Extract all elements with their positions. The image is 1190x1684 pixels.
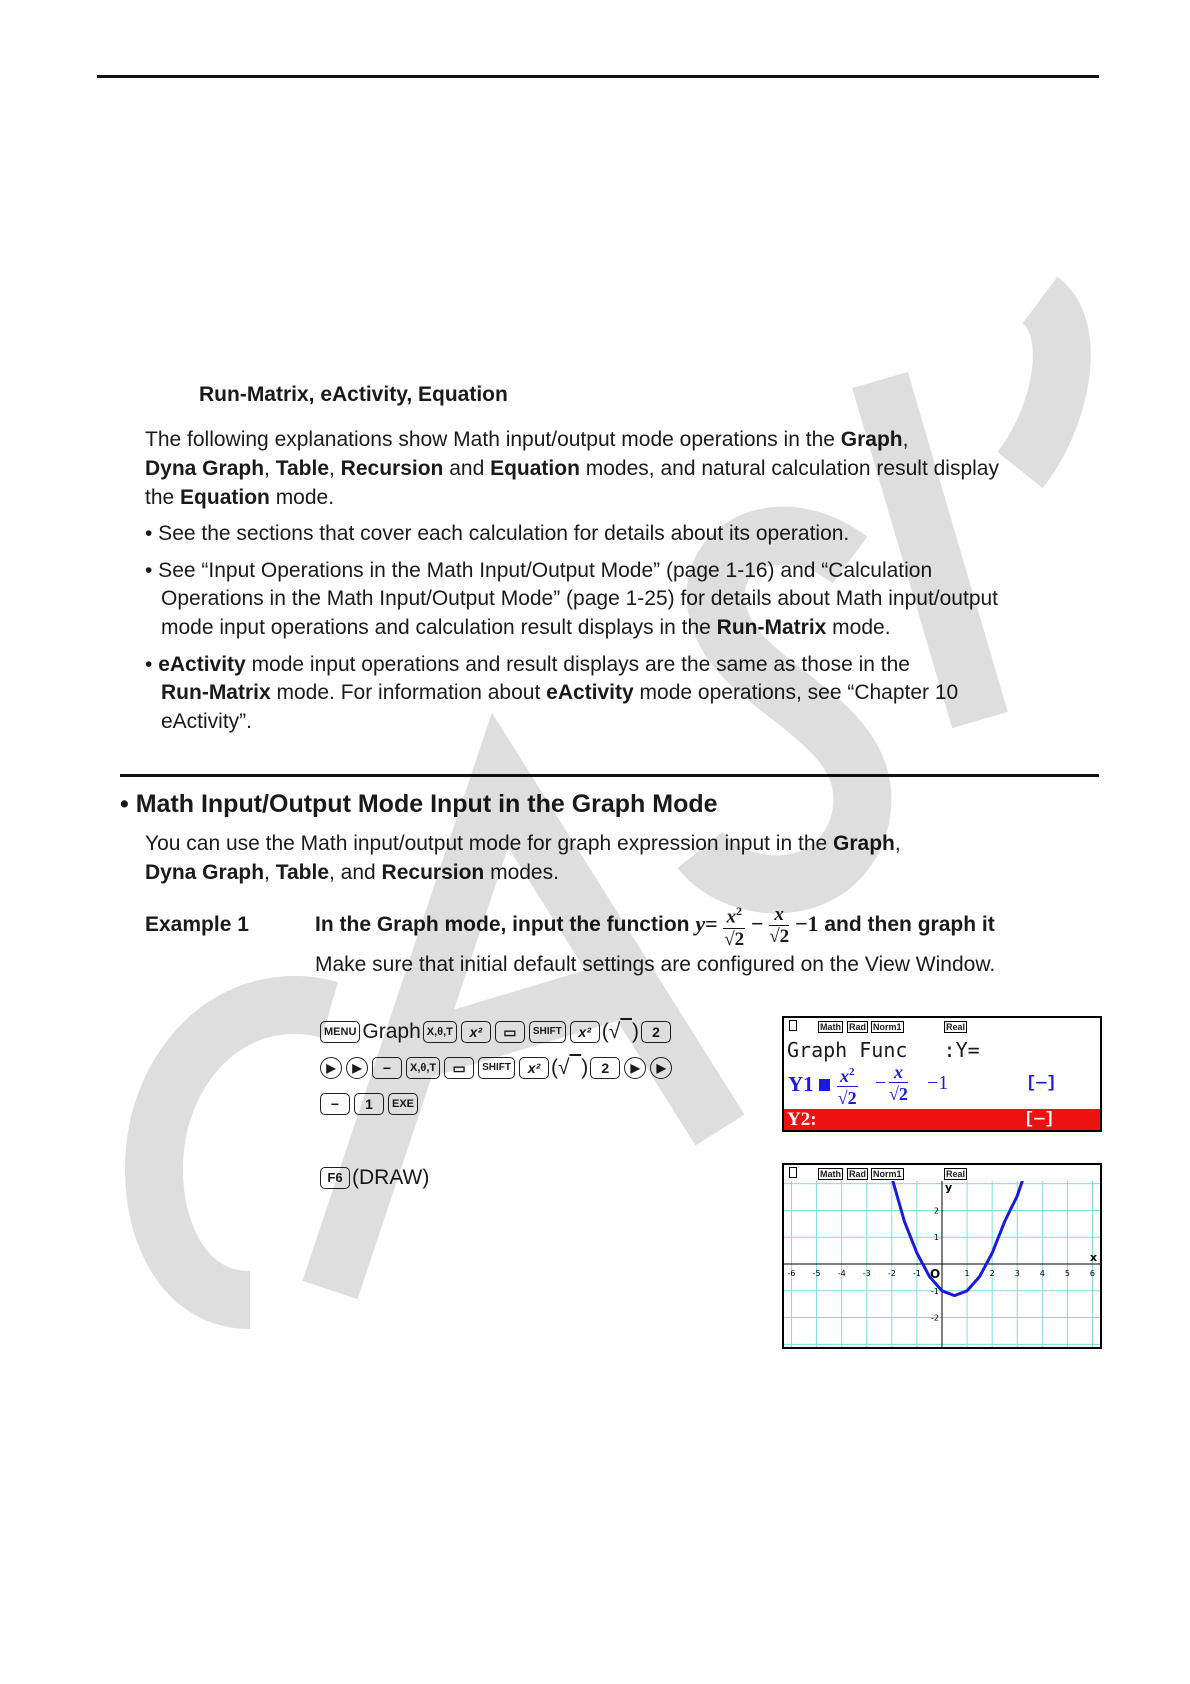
x-axis-label: x — [1090, 1251, 1098, 1264]
x-tick-label: 3 — [1014, 1269, 1020, 1278]
battery-icon — [789, 1020, 797, 1031]
x-tick-label: 1 — [964, 1269, 970, 1278]
y2-line-style: [—] — [1024, 1110, 1055, 1129]
bullet-3-line-1: • eActivity mode input operations and result displays are the same as those in the — [145, 653, 910, 676]
shift-key: SHIFT — [478, 1057, 515, 1079]
bullet-1: • See the sections that cover each calculation for details about its operation. — [145, 522, 850, 545]
x-tick-label: -2 — [887, 1269, 896, 1278]
one-key: 1 — [354, 1093, 384, 1115]
minus-key: − — [320, 1093, 350, 1115]
graph-plot — [784, 1181, 1100, 1347]
x-tick-label: -3 — [862, 1269, 871, 1278]
formula-y: y — [695, 911, 706, 936]
battery-icon — [789, 1167, 797, 1178]
y-tick-label: -2 — [931, 1313, 939, 1323]
y-tick-label: -1 — [931, 1286, 939, 1296]
frac-key: ▭ — [444, 1057, 474, 1079]
x-tick-label: 5 — [1064, 1269, 1070, 1278]
xot-key: X,θ,T — [406, 1057, 440, 1079]
example-note: Make sure that initial default settings are configured on the View Window. — [315, 953, 996, 976]
intro-line-3: the Equation mode. — [145, 486, 335, 509]
calculator-screen-graph-func — [782, 1016, 1102, 1132]
status-math: Math — [820, 1022, 841, 1032]
x-tick-label: -6 — [787, 1269, 796, 1278]
status-norm: Norm1 — [873, 1022, 902, 1032]
x-tick-label: 6 — [1089, 1269, 1096, 1278]
two-key: 2 — [641, 1021, 671, 1043]
menu-key: MENU — [320, 1021, 360, 1043]
example-instruction: In the Graph mode, input the function y= $\frac{x^2}{√2}$ − $\frac{x}{√2}$ −1 and then graph it — [315, 898, 995, 950]
sqrt-close: ) — [581, 1056, 589, 1079]
section-rule — [120, 774, 1099, 777]
two-key: 2 — [590, 1057, 620, 1079]
formula-eq: = — [705, 911, 718, 936]
key-sequence-line-2 — [318, 1053, 674, 1083]
xot-key: X,θ,T — [423, 1021, 457, 1043]
right-arrow-key: ▶ — [650, 1057, 672, 1079]
status-real: Real — [946, 1169, 966, 1179]
status-rad: Rad — [849, 1022, 867, 1032]
sqrt-open: (√ — [601, 1020, 621, 1043]
y1-equals-icon — [819, 1079, 830, 1091]
x2-key: x² — [461, 1021, 491, 1043]
status-bar — [784, 1018, 1100, 1034]
intro-line-2: Dyna Graph, Table, Recursion and Equation modes, and natural calculation result display — [145, 457, 999, 480]
right-arrow-key: ▶ — [320, 1057, 342, 1079]
status-norm: Norm1 — [873, 1169, 902, 1179]
shift-key: SHIFT — [529, 1021, 566, 1043]
right-arrow-key: ▶ — [624, 1057, 646, 1079]
calculator-screen-graph — [782, 1163, 1102, 1349]
y1-row — [786, 1062, 1096, 1106]
x-tick-label: -1 — [912, 1269, 921, 1278]
formula-minus: − — [750, 911, 764, 936]
header-rule — [97, 75, 1099, 78]
y1-frac-2: $\frac{x}{√2}$ — [889, 1062, 908, 1104]
right-arrow-key: ▶ — [346, 1057, 368, 1079]
minus-key: − — [372, 1057, 402, 1079]
x-tick-label: 4 — [1039, 1269, 1045, 1278]
key-sequence-line-1 — [318, 1017, 673, 1047]
x-tick-label: 2 — [989, 1269, 995, 1278]
y2-row — [784, 1109, 1100, 1130]
draw-label: (DRAW) — [352, 1166, 430, 1189]
y-tick-label: 1 — [933, 1233, 939, 1243]
watermark-letter-c — [154, 1005, 330, 1300]
example-label: Example 1 — [145, 913, 249, 936]
frac-key: ▭ — [495, 1021, 525, 1043]
x2-key: x² — [519, 1057, 549, 1079]
x-tick-label: -4 — [837, 1269, 846, 1278]
y1-label: Y1 — [788, 1072, 814, 1096]
origin-label: O — [930, 1267, 941, 1281]
sqrt-open: (√ — [551, 1056, 570, 1079]
formula-tail: −1 — [794, 911, 819, 936]
status-math: Math — [820, 1169, 841, 1179]
formula-frac-1: $\frac{x^2}{√2}$ — [723, 901, 745, 949]
sqrt-close: ) — [631, 1020, 639, 1043]
y1-minus: − — [875, 1072, 887, 1094]
modes-line: Run-Matrix, eActivity, Equation — [199, 383, 508, 406]
exe-key: EXE — [388, 1093, 418, 1115]
graph-label: Graph — [362, 1020, 421, 1043]
status-real: Real — [946, 1022, 966, 1032]
y-axis-label: y — [945, 1181, 953, 1194]
y2-label: Y2: — [787, 1109, 817, 1130]
y1-tail: −1 — [927, 1072, 949, 1094]
section-title: • Math Input/Output Mode Input in the Graph Mode — [120, 790, 718, 818]
f6-key: F6 — [320, 1167, 350, 1189]
watermark-letter-o — [1020, 300, 1062, 470]
x-tick-label: -5 — [812, 1269, 821, 1278]
bullet-2-line-3: mode input operations and calculation result displays in the Run-Matrix mode. — [161, 616, 891, 639]
bullet-2-line-1: • See “Input Operations in the Math Input/Output Mode” (page 1-16) and “Calculation — [145, 559, 933, 582]
status-rad: Rad — [849, 1169, 867, 1179]
section-line-1: You can use the Math input/output mode for graph expression input in the Graph, — [145, 832, 901, 855]
key-sequence-line-3 — [318, 1089, 420, 1119]
y-tick-label: 2 — [933, 1206, 939, 1216]
formula-frac-2: $\frac{x}{√2}$ — [769, 903, 790, 947]
bullet-3-line-3: eActivity”. — [161, 710, 253, 733]
bullet-3-line-2: Run-Matrix mode. For information about eActivity mode operations, see “Chapter 10 — [161, 681, 959, 704]
y1-line-style: [—] — [1026, 1074, 1057, 1093]
bullet-2-line-2: Operations in the Math Input/Output Mode” (page 1-25) for details about Math input/output — [161, 587, 999, 610]
status-bar — [784, 1165, 1100, 1181]
series-curve-y1 — [879, 1181, 1025, 1296]
intro-line-1: The following explanations show Math input/output mode operations in the Graph, — [145, 428, 909, 451]
screen-title: Graph Func :Y= — [787, 1038, 980, 1062]
section-line-2: Dyna Graph, Table, and Recursion modes. — [145, 861, 559, 884]
x2-key: x² — [570, 1021, 600, 1043]
draw-step — [318, 1163, 429, 1193]
y1-frac-1: $\frac{x^2}{√2}$ — [837, 1063, 858, 1109]
